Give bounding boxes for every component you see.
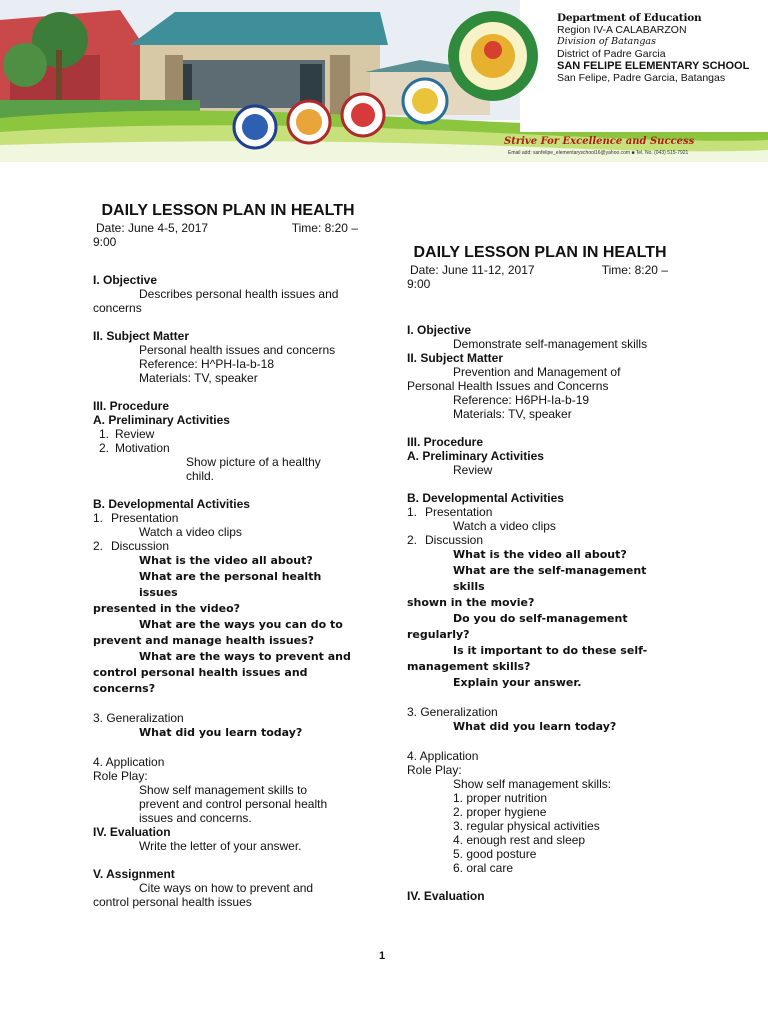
assignment-heading: V. Assignment xyxy=(93,867,175,881)
discussion-question: What is the video all about? xyxy=(139,554,313,567)
role-play-text: Show self management skills to xyxy=(139,783,308,797)
discussion-item: Discussion xyxy=(425,533,484,547)
subject-topic: Prevention and Management of xyxy=(453,365,621,379)
review-item: Review xyxy=(115,427,155,441)
lesson-date: Date: June 4-5, 2017 xyxy=(96,221,209,235)
review-item: Review xyxy=(453,463,493,477)
department-header xyxy=(557,12,762,84)
skill-item: 1. proper nutrition xyxy=(453,791,548,805)
lesson-time: Time: 8:20 – xyxy=(291,221,358,235)
application-item: 4. Application xyxy=(93,755,165,769)
subject-matter-heading: II. Subject Matter xyxy=(407,351,504,365)
discussion-question: What are the personal health issues xyxy=(139,570,322,599)
discussion-question-cont: management skills? xyxy=(407,660,531,673)
subject-topic: Personal health issues and concerns xyxy=(139,343,336,357)
division-name: Division of Batangas xyxy=(557,36,656,47)
discussion-question-cont: presented in the video? xyxy=(93,602,241,615)
developmental-activities-heading: B. Developmental Activities xyxy=(407,491,564,505)
role-play-label: Role Play: xyxy=(407,763,462,777)
assignment-text-cont: control personal health issues xyxy=(93,895,252,909)
school-address: San Felipe, Padre Garcia, Batangas xyxy=(557,72,726,84)
objective-heading: I. Objective xyxy=(407,323,472,337)
skill-item: 3. regular physical activities xyxy=(453,819,600,833)
presentation-item: Presentation xyxy=(111,511,179,525)
evaluation-heading: IV. Evaluation xyxy=(93,825,171,839)
lesson-plan-right xyxy=(407,243,673,903)
evaluation-heading: IV. Evaluation xyxy=(407,889,485,903)
subject-topic-cont: Personal Health Issues and Concerns xyxy=(407,379,609,393)
date-time-line xyxy=(407,263,673,277)
application-item: 4. Application xyxy=(407,749,479,763)
page-number: 1 xyxy=(379,950,386,962)
developmental-activities-heading: B. Developmental Activities xyxy=(93,497,250,511)
lesson-time-continued: 9:00 xyxy=(407,277,431,291)
skill-item: 2. proper hygiene xyxy=(453,805,547,819)
motivation-text-cont xyxy=(93,469,363,483)
subject-materials: Materials: TV, speaker xyxy=(139,371,258,385)
discussion-question: What are the ways you can do to xyxy=(139,618,343,631)
preliminary-activities-heading: A. Preliminary Activities xyxy=(407,449,544,463)
skill-item: 5. good posture xyxy=(453,847,537,861)
role-play-label: Role Play: xyxy=(93,769,148,783)
list-number: 1. xyxy=(98,427,109,441)
assignment-text: Cite ways on how to prevent and xyxy=(139,881,314,895)
generalization-question: What did you learn today? xyxy=(453,720,617,733)
preliminary-activities-heading: A. Preliminary Activities xyxy=(93,413,230,427)
discussion-question-cont: control personal health issues and concerns? xyxy=(93,666,308,695)
skill-item: 6. oral care xyxy=(453,861,514,875)
discussion-question: Explain your answer. xyxy=(453,676,582,689)
subject-matter-heading: II. Subject Matter xyxy=(93,329,190,343)
region-name: Region IV-A CALABARZON xyxy=(557,24,687,36)
motivation-text: Show picture of a healthy xyxy=(186,455,321,469)
discussion-question: Is it important to do these self- xyxy=(453,644,648,657)
list-item xyxy=(93,441,363,455)
motivation-item: Motivation xyxy=(115,441,170,455)
list-item xyxy=(93,427,363,441)
discussion-question-cont: regularly? xyxy=(407,628,470,641)
objective-text-cont: concerns xyxy=(93,301,142,315)
discussion-question-cont: prevent and manage health issues? xyxy=(93,634,315,647)
generalization-question: What did you learn today? xyxy=(139,726,303,739)
school-contact: Email add: sanfelipe_elementaryschool16@yahoo.com ■ Tel. No. (043) 515-7921 xyxy=(508,150,689,156)
objective-text: Describes personal health issues and xyxy=(139,287,339,301)
role-play-text: Show self management skills: xyxy=(453,777,612,791)
lesson-date: Date: June 11-12, 2017 xyxy=(410,263,535,277)
list-item xyxy=(407,505,673,519)
lesson-plan-left xyxy=(93,201,363,909)
school-motto: Strive For Excellence and Success xyxy=(504,136,695,147)
objective-heading: I. Objective xyxy=(93,273,158,287)
header-banner xyxy=(0,0,768,162)
discussion-question: Do you do self-management xyxy=(453,612,628,625)
subject-materials: Materials: TV, speaker xyxy=(453,407,572,421)
subject-reference: Reference: H6PH-Ia-b-19 xyxy=(453,393,590,407)
list-item xyxy=(93,511,363,525)
district-name: District of Padre Garcia xyxy=(557,48,666,60)
role-play-text: prevent and control personal health xyxy=(139,797,328,811)
procedure-heading: III. Procedure xyxy=(407,435,484,449)
list-item xyxy=(93,539,363,553)
presentation-text: Watch a video clips xyxy=(139,525,242,539)
lesson-time-continued: 9:00 xyxy=(93,235,117,249)
procedure-heading: III. Procedure xyxy=(93,399,170,413)
discussion-question: What are the self-management skills xyxy=(453,564,647,593)
objective-text: Demonstrate self-management skills xyxy=(453,337,648,351)
evaluation-text: Write the letter of your answer. xyxy=(139,839,302,853)
role-play-text: issues and concerns. xyxy=(139,811,252,825)
skill-item: 4. enough rest and sleep xyxy=(453,833,586,847)
discussion-question: What are the ways to prevent and xyxy=(139,650,351,663)
date-time-line xyxy=(93,221,363,235)
list-item xyxy=(407,533,673,547)
list-number: 1. xyxy=(93,511,104,525)
discussion-question: What is the video all about? xyxy=(453,548,627,561)
school-name: SAN FELIPE ELEMENTARY SCHOOL xyxy=(557,60,750,72)
discussion-question-cont: shown in the movie? xyxy=(407,596,535,609)
list-number: 2. xyxy=(93,539,104,553)
subject-reference: Reference: H^PH-Ia-b-18 xyxy=(139,357,275,371)
presentation-item: Presentation xyxy=(425,505,493,519)
presentation-text: Watch a video clips xyxy=(453,519,556,533)
lesson-title: DAILY LESSON PLAN IN HEALTH xyxy=(413,244,667,261)
generalization-item: 3. Generalization xyxy=(407,705,498,719)
motivation-text-cont-span: child. xyxy=(186,469,215,483)
discussion-item: Discussion xyxy=(111,539,170,553)
list-number: 2. xyxy=(407,533,418,547)
list-number: 1. xyxy=(407,505,418,519)
list-number: 2. xyxy=(98,441,109,455)
generalization-item: 3. Generalization xyxy=(93,711,184,725)
department-name: Department of Education xyxy=(557,12,702,24)
lesson-title: DAILY LESSON PLAN IN HEALTH xyxy=(101,202,355,219)
lesson-time: Time: 8:20 – xyxy=(601,263,668,277)
